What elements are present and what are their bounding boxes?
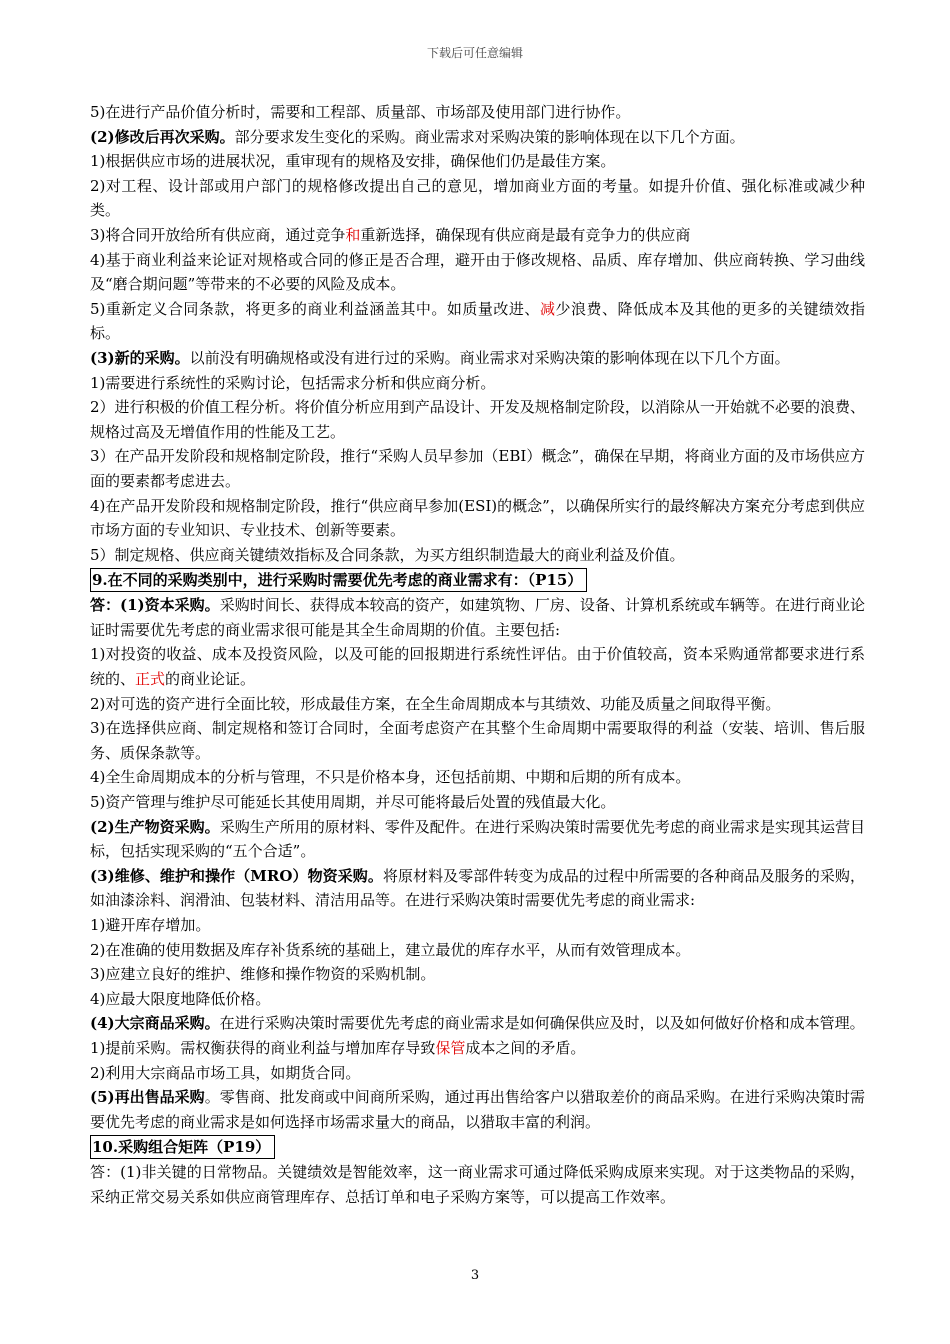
bold-lead: (2)生产物资采购。 <box>90 817 220 836</box>
paragraph <box>90 543 865 568</box>
paragraph-text: 3)将合同开放给所有供应商，通过竞争 <box>90 225 346 244</box>
paragraph-text: 3)在选择供应商、制定规格和签订合同时，全面考虑资产在其整个生命周期中需要取得的利益（安装、培训、售后服务、质保条款等。 <box>90 719 865 762</box>
highlighted-text: 减 <box>539 299 556 318</box>
paragraph-text: 4)基于商业利益来论证对规格或合同的修正是否合理，避开由于修改规格、品质、库存增加、供应商转换、学习曲线及“磨合期问题”等带来的不必要的风险及成本。 <box>90 250 865 294</box>
paragraph-text: 以前没有明确规格或没有进行过的采购。商业需求对采购决策的影响体现在以下几个方面。 <box>189 348 790 367</box>
highlighted-text: 正式 <box>135 670 166 689</box>
paragraph <box>90 987 865 1012</box>
page-header: 下载后可任意编辑 <box>426 46 523 60</box>
bold-lead: 答：(1)资本采购。 <box>90 596 220 615</box>
page-number: 3 <box>470 1268 480 1283</box>
paragraph <box>90 346 865 371</box>
paragraph <box>90 962 865 987</box>
paragraph-text: 。零售商、批发商或中间商所采购，通过再出售给客户以猎取差价的商品采购。在进行采购决策时需要优先考虑的商业需求是如何选择市场需求量大的商品，以猎取丰富的利润。 <box>90 1088 865 1131</box>
paragraph <box>90 395 865 444</box>
paragraph-text: 将原材料及零部件转变为成品的过程中所需要的各种商品及服务的采购，如油漆涂料、润滑油、包装材料、清洁用品等。在进行采购决策时需要优先考虑的商业需求: <box>90 866 865 910</box>
paragraph <box>90 174 865 223</box>
paragraph-text: 2)对可选的资产进行全面比较，形成最佳方案，在全生命周期成本与其绩效、功能及质量之间取得平衡。 <box>90 694 781 713</box>
paragraph-text: 2)利用大宗商品市场工具，如期货合同。 <box>90 1063 361 1082</box>
paragraph-text: 4)全生命周期成本的分析与管理，不只是价格本身，还包括前期、中期和后期的所有成本。 <box>90 768 691 787</box>
paragraph <box>90 716 865 765</box>
paragraph <box>90 1011 865 1036</box>
paragraph <box>90 248 865 297</box>
paragraph <box>90 790 865 815</box>
paragraph <box>90 223 865 248</box>
section-heading-text: 10.采购组合矩阵（P19） <box>90 1135 275 1159</box>
paragraph <box>90 913 865 938</box>
paragraph <box>90 1036 865 1061</box>
paragraph <box>90 815 865 864</box>
paragraph <box>90 444 865 493</box>
paragraph-text: 的商业论证。 <box>165 670 256 689</box>
paragraph-text: 部分要求发生变化的采购。商业需求对采购决策的影响体现在以下几个方面。 <box>234 127 745 146</box>
paragraph-text: 答：(1)非关键的日常物品。关键绩效是智能效率，这一商业需求可通过降低采购成原来实现。对于这类物品的采购，采纳正常交易关系如供应商管理库存、总括订单和电子采购方案等，可以提高工作效率。 <box>90 1163 865 1206</box>
paragraph-text: 2）进行积极的价值工程分析。将价值分析应用到产品设计、开发及规格制定阶段，以消除从一开始就不必要的浪费、规格过高及无增值作用的性能及工艺。 <box>90 398 865 441</box>
bold-lead: (2)修改后再次采购。 <box>90 127 235 146</box>
highlighted-text: 保管 <box>435 1038 466 1057</box>
section-heading <box>90 567 865 593</box>
paragraph <box>90 149 865 174</box>
paragraph-text: 2)对工程、设计部或用户部门的规格修改提出自己的意见，增加商业方面的考量。如提升价值、强化标准或减少种类。 <box>90 176 865 220</box>
paragraph <box>90 642 865 691</box>
paragraph-text: 1)需要进行系统性的采购讨论，包括需求分析和供应商分析。 <box>90 373 496 392</box>
paragraph <box>90 1085 865 1134</box>
paragraph <box>90 100 865 125</box>
highlighted-text: 和 <box>345 225 361 244</box>
paragraph <box>90 938 865 963</box>
paragraph-text: 2)在准确的使用数据及库存补货系统的基础上，建立最优的库存水平，从而有效管理成本。 <box>90 940 691 959</box>
paragraph-text: 采购生产所用的原材料、零件及配件。在进行采购决策时需要优先考虑的商业需求是实现其运营目标，包括实现采购的“五个合适”。 <box>90 817 865 861</box>
paragraph-text: 5)在进行产品价值分析时，需要和工程部、质量部、市场部及使用部门进行协作。 <box>90 103 631 121</box>
paragraph <box>90 125 865 150</box>
paragraph-text: 1)根据供应市场的进展状况，重审现有的规格及安排，确保他们仍是最佳方案。 <box>90 152 616 171</box>
bold-lead: (4)大宗商品采购。 <box>90 1014 220 1033</box>
paragraph <box>90 1160 865 1209</box>
bold-lead: (3)新的采购。 <box>90 348 190 367</box>
paragraph-text: 1)对投资的收益、成本及投资风险，以及可能的回报期进行系统性评估。由于价值较高，资本采购通常都要求进行系统的、 <box>90 645 865 689</box>
paragraph-text: 4)应最大限度地降低价格。 <box>90 989 271 1008</box>
paragraph-text: 5）制定规格、供应商关键绩效指标及合同条款，为买方组织制造最大的商业利益及价值。 <box>90 545 685 564</box>
paragraph-text: 5)重新定义合同条款，将更多的商业利益涵盖其中。如质量改进、 <box>90 299 540 318</box>
paragraph-text: 3）在产品开发阶段和规格制定阶段，推行“采购人员早参加（EBI）概念”，确保在早期，将商业方面的及市场供应方面的要素都考虑进去。 <box>90 447 865 490</box>
paragraph-text: 4)在产品开发阶段和规格制定阶段，推行“供应商早参加(ESI)的概念”，以确保所实行的最终解决方案充分考虑到供应市场方面的专业知识、专业技术、创新等要素。 <box>90 496 865 540</box>
paragraph <box>90 593 865 642</box>
paragraph-text: 在进行采购决策时需要优先考虑的商业需求是如何确保供应及时，以及如何做好价格和成本管理。 <box>219 1014 865 1033</box>
paragraph-text: 重新选择，确保现有供应商是最有竞争力的供应商 <box>360 225 691 244</box>
paragraph <box>90 494 865 543</box>
bold-lead: (5)再出售品采购 <box>90 1088 205 1107</box>
paragraph <box>90 1061 865 1086</box>
paragraph <box>90 297 865 346</box>
paragraph <box>90 371 865 396</box>
bold-lead: (3)维修、维护和操作（MRO）物资采购。 <box>90 866 383 885</box>
paragraph <box>90 692 865 717</box>
paragraph-text: 5)资产管理与维护尽可能延长其使用周期，并尽可能将最后处置的残值最大化。 <box>90 793 616 812</box>
paragraph-text: 1)避开库存增加。 <box>90 916 211 934</box>
paragraph-text: 3)应建立良好的维护、维修和操作物资的采购机制。 <box>90 965 436 984</box>
paragraph <box>90 765 865 790</box>
paragraph-text: 成本之间的矛盾。 <box>465 1038 586 1057</box>
document-body <box>90 100 865 1210</box>
paragraph <box>90 864 865 913</box>
paragraph-text: 少浪费、降低成本及其他的更多的关键绩效指标。 <box>90 299 865 343</box>
paragraph-text: 1)提前采购。需权衡获得的商业利益与增加库存导致 <box>90 1038 436 1057</box>
section-heading <box>90 1134 865 1160</box>
section-heading-text: 9.在不同的采购类别中，进行采购时需要优先考虑的商业需求有：（P15） <box>90 568 587 592</box>
paragraph-text: 采购时间长、获得成本较高的资产，如建筑物、厂房、设备、计算机系统或车辆等。在进行商业论证时需要优先考虑的商业需求很可能是其全生命周期的价值。主要包括: <box>90 596 865 639</box>
